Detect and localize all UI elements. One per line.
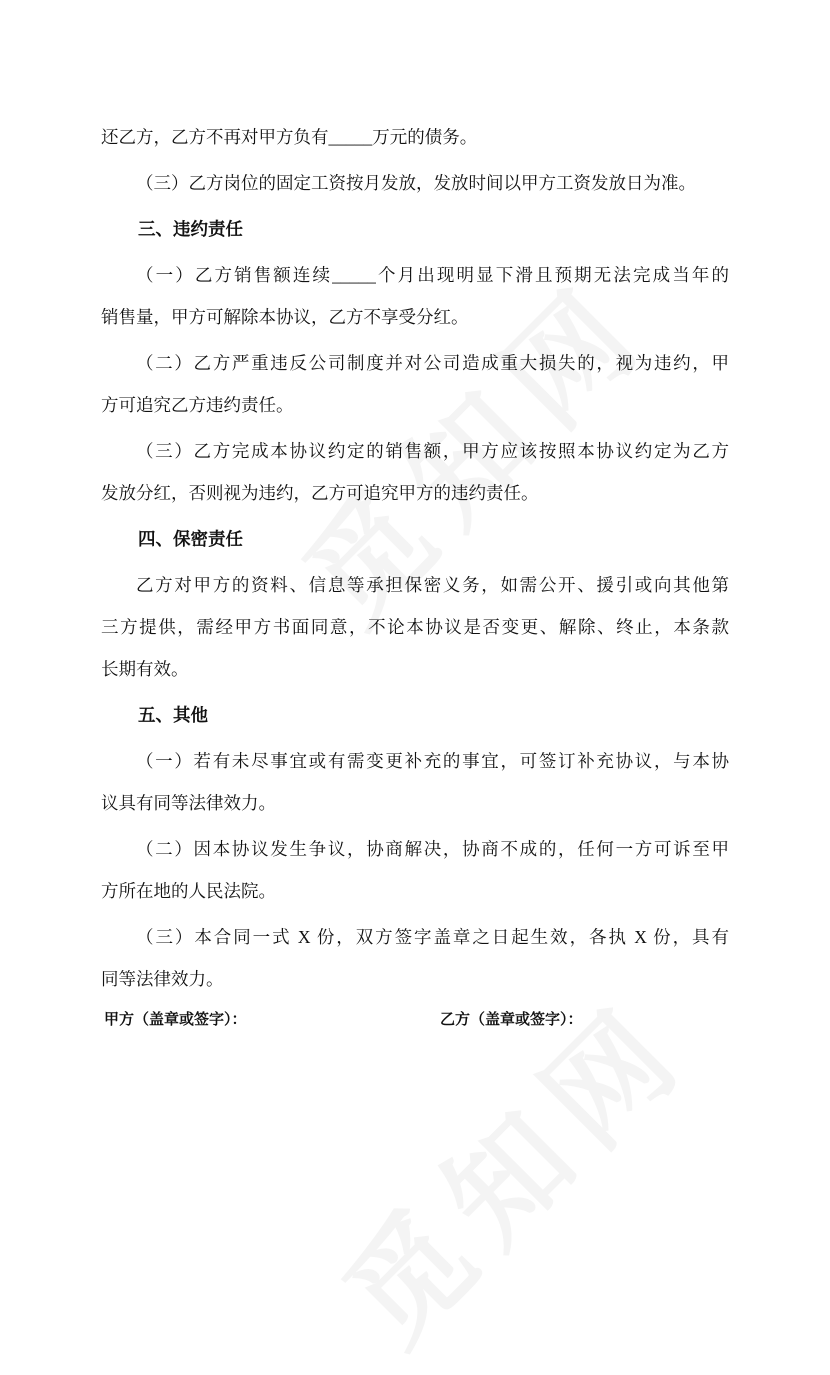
section-heading: 三、违约责任 xyxy=(138,219,243,239)
paragraph-line: 还乙方，乙方不再对甲方负有_____万元的债务。 xyxy=(101,127,478,147)
paragraph-line: 三方提供，需经甲方书面同意，不论本协议是否变更、解除、终止，本条款 xyxy=(101,617,729,637)
paragraph-line: （一）乙方销售额连续_____个月出现明显下滑且预期无法完成当年的 xyxy=(136,265,729,285)
paragraph-line: 议具有同等法律效力。 xyxy=(101,793,276,813)
paragraph xyxy=(101,564,729,690)
section-heading: 五、其他 xyxy=(138,705,208,725)
paragraph-line: （一）若有未尽事宜或有需变更补充的事宜，可签订补充协议，与本协 xyxy=(136,751,729,771)
paragraph-line: 销售量，甲方可解除本协议，乙方不享受分红。 xyxy=(101,307,469,327)
paragraph-line: 方所在地的人民法院。 xyxy=(101,881,276,901)
document-body xyxy=(101,116,729,1000)
section-heading: 四、保密责任 xyxy=(138,529,243,549)
paragraph-line: 同等法律效力。 xyxy=(101,969,224,989)
paragraph-line: （三）乙方岗位的固定工资按月发放，发放时间以甲方工资发放日为准。 xyxy=(136,173,696,193)
paragraph xyxy=(101,342,729,426)
paragraph xyxy=(101,740,729,824)
party-b-signature-label: 乙方（盖章或签字）： xyxy=(440,1012,583,1028)
paragraph xyxy=(101,116,729,158)
paragraph-line: 乙方对甲方的资料、信息等承担保密义务，如需公开、援引或向其他第 xyxy=(136,575,729,595)
paragraph-line: （三）本合同一式 X 份，双方签字盖章之日起生效，各执 X 份，具有 xyxy=(136,927,729,947)
paragraph-line: 发放分红，否则视为违约，乙方可追究甲方的违约责任。 xyxy=(101,483,539,503)
paragraph xyxy=(101,916,729,1000)
paragraph xyxy=(101,162,729,204)
paragraph xyxy=(101,254,729,338)
paragraph-line: （二）乙方严重违反公司制度并对公司造成重大损失的，视为违约，甲 xyxy=(136,353,729,373)
paragraph-line: 长期有效。 xyxy=(101,659,189,679)
paragraph-line: 方可追究乙方违约责任。 xyxy=(101,395,294,415)
paragraph xyxy=(101,430,729,514)
party-a-signature-label: 甲方（盖章或签字）： xyxy=(104,1012,247,1028)
paragraph-line: （三）乙方完成本协议约定的销售额，甲方应该按照本协议约定为乙方 xyxy=(136,441,729,461)
paragraph xyxy=(101,828,729,912)
paragraph-line: （二）因本协议发生争议，协商解决，协商不成的，任何一方可诉至甲 xyxy=(136,839,729,859)
